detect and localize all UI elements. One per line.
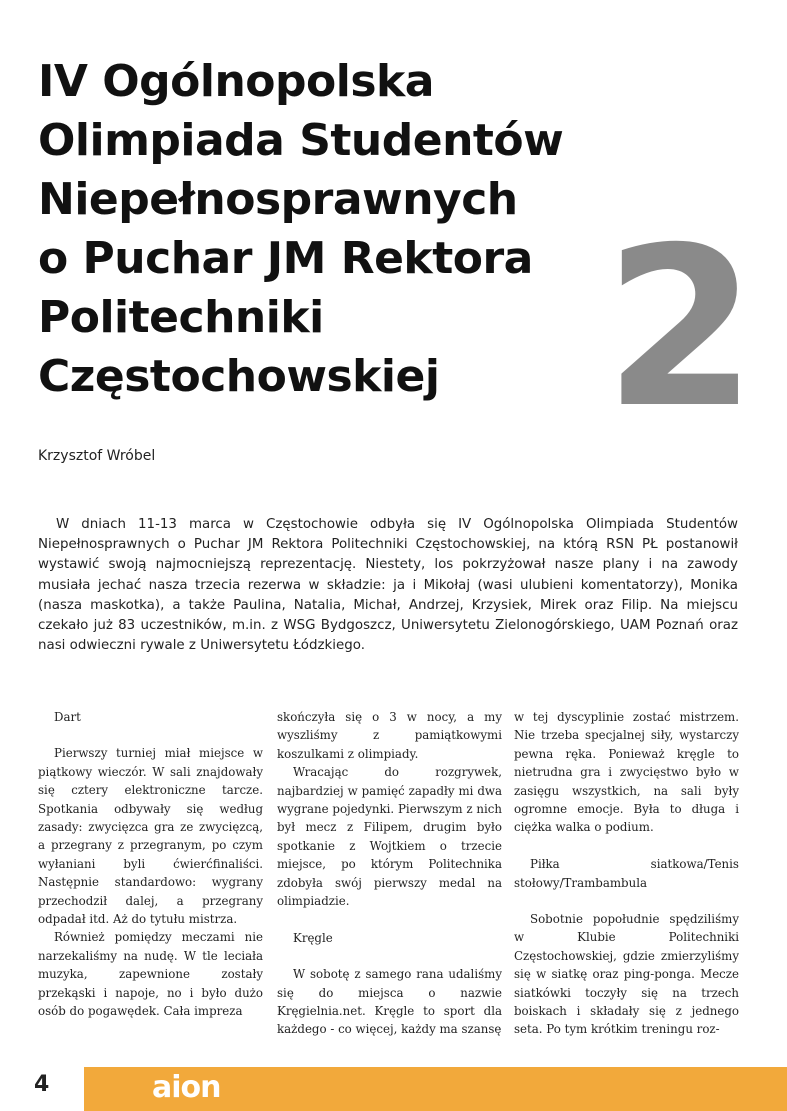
- article-number: 2: [604, 200, 758, 456]
- title-line: Częstochowskiej: [38, 351, 440, 402]
- title-line: Olimpiada Studentów: [38, 115, 564, 166]
- footer-bar: [84, 1067, 787, 1111]
- aion-logo: aion: [152, 1070, 221, 1105]
- title-line: o Puchar JM Rektora: [38, 233, 533, 284]
- paragraph: Pierwszy turniej miał miejsce w piątkowy wieczór. W sali znajdowały się cztery elektroniczne tarcze. Spotkania odbywały się według zasady: zwycięzca gra ze zwycięzcą, a przegrany z przegranym, po czym wyłaniani byli ćwierćfinaliści. Następnie standardowo: wygrany przechodził dalej, a przegrany odpadał itd. Aż do tytułu mistrza.: [38, 746, 263, 927]
- page-number: 4: [34, 1072, 50, 1097]
- column-1: [38, 708, 263, 1021]
- author-name: Krzysztof Wróbel: [38, 448, 156, 464]
- paragraph: w tej dyscyplinie zostać mistrzem. Nie trzeba specjalnej siły, wystarczy pewna ręka. Ponieważ kręgle to nietrudna gra i zwycięstwo było w zasięgu wszystkich, na sali były ogromne emocje. Była to długa i ciężka walka o podium.: [514, 710, 739, 835]
- article-body: [38, 708, 744, 1048]
- paragraph: Sobotnie popołudnie spędziliśmy w Klubie Politechniki Częstochowskiej, gdzie zmierzyliśmy się w siatkę oraz ping-ponga. Mecze siatkówki toczyły się na trzech boiskach i składały się z jednego seta. Po tym krótkim treningu roz-: [514, 912, 739, 1037]
- column-3: [514, 708, 739, 1039]
- lead-text: W dniach 11-13 marca w Częstochowie odbyła się IV Ogólnopolska Olimpiada Studentów Niepełnosprawnych o Puchar JM Rektora Politechniki Częstochowskiej, na którą RSN PŁ postanowił wystawić swoją najmocniejszą reprezentację. Niestety, los pokrzyżował nasze plany i na zawody musiała jechać nasza trzecia rezerwa w składzie: ja i Mikołaj (wasi ulubieni komentatorzy), Monika (nasza maskotka), a także Paulina, Natalia, Michał, Andrzej, Krzysiek, Mirek oraz Filip. Na miejscu czekało już 83 uczestników, m.in. z WSG Bydgoszcz, Uniwersytetu Zielonogórskiego, UAM Poznań oraz nasi odwieczni rywale z Uniwersytetu Łódzkiego.: [38, 517, 738, 654]
- title-line: IV Ogólnopolska: [38, 56, 434, 107]
- section-heading-kregle: Kręgle: [293, 930, 333, 945]
- title-line: Niepełnosprawnych: [38, 174, 518, 225]
- article-title: [38, 52, 638, 406]
- column-2: [277, 708, 502, 1039]
- paragraph: Również pomiędzy meczami nie narzekaliśmy na nudę. W tle leciała muzyka, zapewnione zostały przekąski i napoje, no i było dużo osób do pogawędek. Cała impreza: [38, 930, 263, 1019]
- section-heading-siatkowka: Piłka siatkowa/Tenis stołowy/Trambambula: [514, 857, 739, 890]
- paragraph: Wracając do rozgrywek, najbardziej w pamięć zapadły mi dwa wygrane pojedynki. Pierwszym z nich był mecz z Filipem, drugim było spotkanie z Wojtkiem o trzecie miejsce, po którym Politechnika zdobyła swój pierwszy medal na olimpiadzie.: [277, 765, 502, 909]
- section-heading-dart: Dart: [54, 710, 81, 724]
- lead-paragraph: [38, 515, 738, 656]
- title-line: Politechniki: [38, 292, 324, 343]
- paragraph: W sobotę z samego rana udaliśmy się do miejsca o nazwie Kręgielnia.net. Kręgle to sport dla każdego - co więcej, każdy ma szansę: [277, 967, 502, 1037]
- paragraph: skończyła się o 3 w nocy, a my wyszliśmy z pamiątkowymi koszulkami z olimpiady.: [277, 710, 502, 761]
